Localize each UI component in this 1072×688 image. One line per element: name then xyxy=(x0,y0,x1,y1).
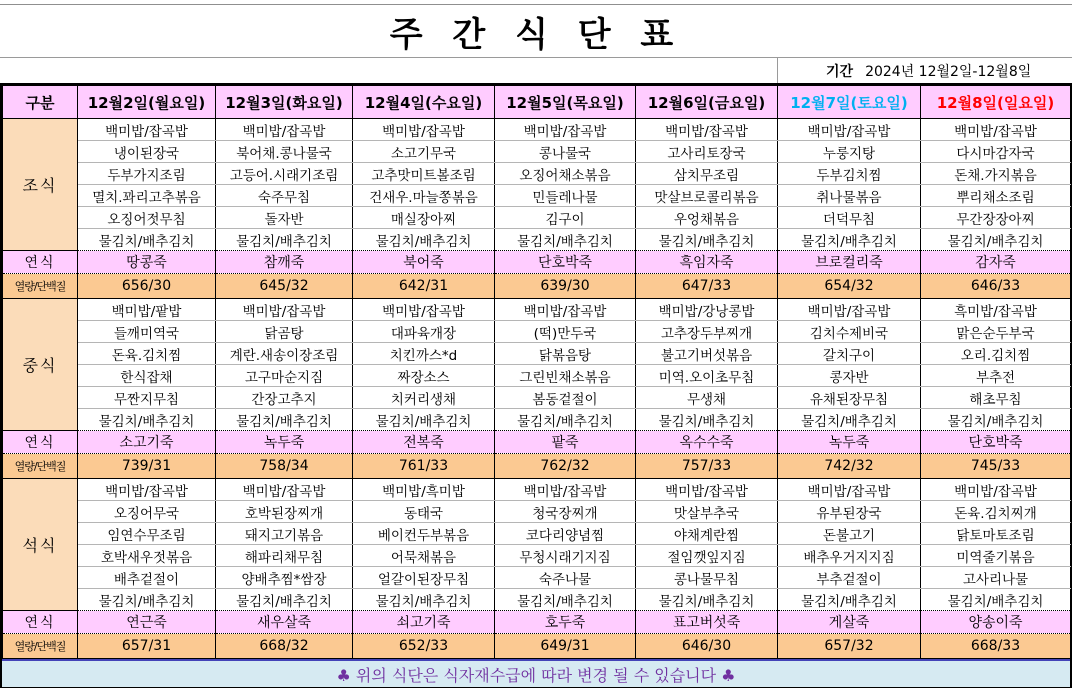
menu-item-cell: 봄동겉절이 xyxy=(495,387,636,409)
day-header-sat: 12월7일(토요일) xyxy=(778,86,921,119)
menu-item-cell: 고구마순지짐 xyxy=(216,365,353,387)
menu-item-cell: 뿌리채소조림 xyxy=(921,185,1071,207)
menu-item-cell: 숙주나물 xyxy=(495,567,636,589)
menu-item-cell: 물김치/배추김치 xyxy=(353,589,495,611)
menu-item-cell: 물김치/배추김치 xyxy=(78,589,216,611)
menu-item-cell: 물김치/배추김치 xyxy=(216,229,353,251)
menu-item-cell: 숙주무침 xyxy=(216,185,353,207)
menu-item-cell: 무짠지무침 xyxy=(78,387,216,409)
nutrition-cell: 647/33 xyxy=(636,274,778,299)
nutrition-label: 열량/단백질 xyxy=(3,274,78,299)
menu-item-cell: 백미밥/잡곡밥 xyxy=(921,119,1071,141)
soft-meal-cell: 양송이죽 xyxy=(921,611,1071,634)
soft-meal-cell: 녹두죽 xyxy=(216,431,353,454)
section-dinner xyxy=(3,479,1071,659)
menu-row xyxy=(3,479,1071,501)
menu-row xyxy=(3,501,1071,523)
menu-row xyxy=(3,119,1071,141)
soft-meal-cell: 흑임자죽 xyxy=(636,251,778,274)
category-header: 구분 xyxy=(3,86,78,119)
menu-item-cell: 대파육개장 xyxy=(353,321,495,343)
menu-item-cell: 김구이 xyxy=(495,207,636,229)
nutrition-cell: 639/30 xyxy=(495,274,636,299)
soft-meal-cell: 새우살죽 xyxy=(216,611,353,634)
menu-item-cell: 물김치/배추김치 xyxy=(495,589,636,611)
soft-meal-cell: 호두죽 xyxy=(495,611,636,634)
nutrition-row xyxy=(3,454,1071,479)
nutrition-cell: 645/32 xyxy=(216,274,353,299)
nutrition-cell: 757/33 xyxy=(636,454,778,479)
menu-item-cell: 물김치/배추김치 xyxy=(778,409,921,431)
menu-item-cell: 백미밥/잡곡밥 xyxy=(216,119,353,141)
menu-item-cell: 더덕무침 xyxy=(778,207,921,229)
nutrition-label: 열량/단백질 xyxy=(3,634,78,659)
menu-item-cell: 오리.김치찜 xyxy=(921,343,1071,365)
soft-meal-cell: 단호박죽 xyxy=(921,431,1071,454)
menu-item-cell: 백미밥/팥밥 xyxy=(78,299,216,321)
menu-table xyxy=(2,85,1071,659)
page-title: 주 간 식 단 표 xyxy=(389,14,683,55)
menu-item-cell: 야채계란찜 xyxy=(636,523,778,545)
menu-item-cell: 백미밥/잡곡밥 xyxy=(636,119,778,141)
menu-item-cell: 무청시래기지짐 xyxy=(495,545,636,567)
menu-item-cell: 동태국 xyxy=(353,501,495,523)
menu-row xyxy=(3,343,1071,365)
menu-item-cell: 두부김치찜 xyxy=(778,163,921,185)
menu-item-cell: 오징어채소볶음 xyxy=(495,163,636,185)
soft-meal-row xyxy=(3,251,1071,274)
menu-item-cell: 임연수무조림 xyxy=(78,523,216,545)
menu-item-cell: 물김치/배추김치 xyxy=(216,589,353,611)
nutrition-cell: 656/30 xyxy=(78,274,216,299)
menu-item-cell: 무생채 xyxy=(636,387,778,409)
nutrition-cell: 657/32 xyxy=(778,634,921,659)
menu-item-cell: 콩자반 xyxy=(778,365,921,387)
menu-row xyxy=(3,321,1071,343)
menu-item-cell: 북어채.콩나물국 xyxy=(216,141,353,163)
nutrition-cell: 654/32 xyxy=(778,274,921,299)
menu-item-cell: 백미밥/잡곡밥 xyxy=(78,119,216,141)
menu-item-cell: 백미밥/잡곡밥 xyxy=(495,299,636,321)
menu-row xyxy=(3,229,1071,251)
menu-item-cell: 배추우거지지짐 xyxy=(778,545,921,567)
menu-item-cell: 물김치/배추김치 xyxy=(636,589,778,611)
menu-item-cell: 백미밥/잡곡밥 xyxy=(778,119,921,141)
soft-meal-label: 연식 xyxy=(3,611,78,634)
menu-item-cell: 매실장아찌 xyxy=(353,207,495,229)
menu-item-cell: 부추겉절이 xyxy=(778,567,921,589)
soft-meal-cell: 참깨죽 xyxy=(216,251,353,274)
menu-item-cell: 백미밥/잡곡밥 xyxy=(495,119,636,141)
nutrition-label: 열량/단백질 xyxy=(3,454,78,479)
soft-meal-label: 연식 xyxy=(3,431,78,454)
menu-item-cell: 물김치/배추김치 xyxy=(495,409,636,431)
menu-item-cell: 백미밥/잡곡밥 xyxy=(216,479,353,501)
menu-item-cell: 물김치/배추김치 xyxy=(778,229,921,251)
menu-item-cell: 코다리양념찜 xyxy=(495,523,636,545)
nutrition-cell: 642/31 xyxy=(353,274,495,299)
menu-item-cell: 유부된장국 xyxy=(778,501,921,523)
day-header-sun: 12월8일(일요일) xyxy=(921,86,1071,119)
menu-item-cell: 부추전 xyxy=(921,365,1071,387)
menu-item-cell: 누룽지탕 xyxy=(778,141,921,163)
menu-item-cell: 물김치/배추김치 xyxy=(921,229,1071,251)
menu-item-cell: 베이컨두부볶음 xyxy=(353,523,495,545)
menu-item-cell: 맑은순두부국 xyxy=(921,321,1071,343)
menu-item-cell: 미역.오이초무침 xyxy=(636,365,778,387)
nutrition-cell: 762/32 xyxy=(495,454,636,479)
menu-item-cell: 유채된장무침 xyxy=(778,387,921,409)
section-label-breakfast: 조식 xyxy=(3,119,78,251)
soft-meal-cell: 북어죽 xyxy=(353,251,495,274)
menu-item-cell: 백미밥/잡곡밥 xyxy=(921,479,1071,501)
menu-item-cell: 백미밥/잡곡밥 xyxy=(636,479,778,501)
nutrition-cell: 745/33 xyxy=(921,454,1071,479)
menu-item-cell: 계란.새송이장조림 xyxy=(216,343,353,365)
menu-item-cell: 무간장장아찌 xyxy=(921,207,1071,229)
menu-item-cell: (떡)만두국 xyxy=(495,321,636,343)
menu-item-cell: 백미밥/잡곡밥 xyxy=(353,119,495,141)
menu-item-cell: 오징어젓무침 xyxy=(78,207,216,229)
menu-item-cell: 절임깻잎지짐 xyxy=(636,545,778,567)
menu-item-cell: 치커리생채 xyxy=(353,387,495,409)
soft-meal-cell: 감자죽 xyxy=(921,251,1071,274)
menu-item-cell: 돈불고기 xyxy=(778,523,921,545)
period-value: 2024년 12월2일-12월8일 xyxy=(865,63,1032,80)
menu-item-cell: 소고기무국 xyxy=(353,141,495,163)
nutrition-cell: 668/33 xyxy=(921,634,1071,659)
soft-meal-cell: 팥죽 xyxy=(495,431,636,454)
menu-item-cell: 우엉채볶음 xyxy=(636,207,778,229)
soft-meal-cell: 옥수수죽 xyxy=(636,431,778,454)
menu-item-cell: 물김치/배추김치 xyxy=(636,409,778,431)
period-label: 기간 xyxy=(826,63,854,80)
menu-item-cell: 양배추찜*쌈장 xyxy=(216,567,353,589)
menu-item-cell: 건새우.마늘쫑볶음 xyxy=(353,185,495,207)
menu-item-cell: 짜장소스 xyxy=(353,365,495,387)
menu-item-cell: 치킨까스*d xyxy=(353,343,495,365)
menu-row xyxy=(3,545,1071,567)
nutrition-row xyxy=(3,634,1071,659)
menu-item-cell: 갈치구이 xyxy=(778,343,921,365)
menu-item-cell: 들깨미역국 xyxy=(78,321,216,343)
menu-item-cell: 백미밥/흑미밥 xyxy=(353,479,495,501)
soft-meal-label: 연식 xyxy=(3,251,78,274)
menu-item-cell: 물김치/배추김치 xyxy=(78,409,216,431)
menu-item-cell: 김치수제비국 xyxy=(778,321,921,343)
soft-meal-cell: 녹두죽 xyxy=(778,431,921,454)
menu-item-cell: 삼치무조림 xyxy=(636,163,778,185)
period-box xyxy=(777,58,1072,83)
menu-item-cell: 간장고추지 xyxy=(216,387,353,409)
menu-item-cell: 돈육.김치찜 xyxy=(78,343,216,365)
soft-meal-row xyxy=(3,431,1071,454)
menu-item-cell: 고사리나물 xyxy=(921,567,1071,589)
menu-item-cell: 물김치/배추김치 xyxy=(778,589,921,611)
day-header-fri: 12월6일(금요일) xyxy=(636,86,778,119)
day-header-wed: 12월4일(수요일) xyxy=(353,86,495,119)
period-row xyxy=(0,57,1072,83)
soft-meal-cell: 땅콩죽 xyxy=(78,251,216,274)
soft-meal-cell: 쇠고기죽 xyxy=(353,611,495,634)
menu-item-cell: 물김치/배추김치 xyxy=(921,589,1071,611)
menu-item-cell: 물김치/배추김치 xyxy=(495,229,636,251)
menu-row xyxy=(3,589,1071,611)
soft-meal-cell: 게살죽 xyxy=(778,611,921,634)
menu-item-cell: 닭곰탕 xyxy=(216,321,353,343)
menu-item-cell: 고등어.시래기조림 xyxy=(216,163,353,185)
nutrition-cell: 652/33 xyxy=(353,634,495,659)
menu-table-container xyxy=(0,83,1072,688)
menu-item-cell: 돈채.가지볶음 xyxy=(921,163,1071,185)
menu-row xyxy=(3,409,1071,431)
nutrition-cell: 668/32 xyxy=(216,634,353,659)
menu-item-cell: 얼갈이된장무침 xyxy=(353,567,495,589)
menu-item-cell: 두부가지조림 xyxy=(78,163,216,185)
menu-item-cell: 멸치.꽈리고추볶음 xyxy=(78,185,216,207)
menu-item-cell: 고추맛미트볼조림 xyxy=(353,163,495,185)
nutrition-row xyxy=(3,274,1071,299)
soft-meal-cell: 표고버섯죽 xyxy=(636,611,778,634)
nutrition-cell: 649/31 xyxy=(495,634,636,659)
soft-meal-cell: 브로컬리죽 xyxy=(778,251,921,274)
menu-item-cell: 백미밥/잡곡밥 xyxy=(353,299,495,321)
menu-row xyxy=(3,567,1071,589)
menu-item-cell: 한식잡채 xyxy=(78,365,216,387)
nutrition-cell: 739/31 xyxy=(78,454,216,479)
menu-item-cell: 맛살브로콜리볶음 xyxy=(636,185,778,207)
menu-item-cell: 콩나물무침 xyxy=(636,567,778,589)
menu-row xyxy=(3,163,1071,185)
menu-row xyxy=(3,299,1071,321)
menu-item-cell: 물김치/배추김치 xyxy=(921,409,1071,431)
menu-item-cell: 어묵채볶음 xyxy=(353,545,495,567)
menu-item-cell: 청국장찌개 xyxy=(495,501,636,523)
title-row xyxy=(0,5,1072,57)
section-label-lunch: 중식 xyxy=(3,299,78,431)
menu-item-cell: 호박된장찌개 xyxy=(216,501,353,523)
menu-item-cell: 백미밥/잡곡밥 xyxy=(778,479,921,501)
footer-notice xyxy=(2,659,1070,687)
menu-item-cell: 닭볶음탕 xyxy=(495,343,636,365)
soft-meal-cell: 전복죽 xyxy=(353,431,495,454)
menu-item-cell: 돼지고기볶음 xyxy=(216,523,353,545)
menu-item-cell: 물김치/배추김치 xyxy=(353,229,495,251)
nutrition-cell: 758/34 xyxy=(216,454,353,479)
soft-meal-row xyxy=(3,611,1071,634)
menu-item-cell: 백미밥/잡곡밥 xyxy=(216,299,353,321)
menu-item-cell: 배추겉절이 xyxy=(78,567,216,589)
menu-item-cell: 다시마감자국 xyxy=(921,141,1071,163)
section-lunch xyxy=(3,299,1071,479)
menu-item-cell: 맛살부추국 xyxy=(636,501,778,523)
day-header-tue: 12월3일(화요일) xyxy=(216,86,353,119)
nutrition-cell: 742/32 xyxy=(778,454,921,479)
menu-item-cell: 콩나물국 xyxy=(495,141,636,163)
menu-row xyxy=(3,185,1071,207)
menu-row xyxy=(3,141,1071,163)
section-breakfast xyxy=(3,119,1071,299)
menu-item-cell: 물김치/배추김치 xyxy=(216,409,353,431)
nutrition-cell: 646/33 xyxy=(921,274,1071,299)
menu-item-cell: 해초무침 xyxy=(921,387,1071,409)
menu-item-cell: 미역줄기볶음 xyxy=(921,545,1071,567)
menu-item-cell: 물김치/배추김치 xyxy=(636,229,778,251)
menu-item-cell: 고추장두부찌개 xyxy=(636,321,778,343)
menu-row xyxy=(3,523,1071,545)
menu-item-cell: 백미밥/잡곡밥 xyxy=(78,479,216,501)
menu-item-cell: 민들레나물 xyxy=(495,185,636,207)
menu-item-cell: 닭토마토조림 xyxy=(921,523,1071,545)
header-row xyxy=(3,86,1071,119)
nutrition-cell: 761/33 xyxy=(353,454,495,479)
menu-item-cell: 냉이된장국 xyxy=(78,141,216,163)
menu-item-cell: 해파리채무침 xyxy=(216,545,353,567)
menu-item-cell: 그린빈채소볶음 xyxy=(495,365,636,387)
menu-item-cell: 취나물볶음 xyxy=(778,185,921,207)
soft-meal-cell: 단호박죽 xyxy=(495,251,636,274)
menu-item-cell: 불고기버섯볶음 xyxy=(636,343,778,365)
menu-row xyxy=(3,207,1071,229)
soft-meal-cell: 연근죽 xyxy=(78,611,216,634)
menu-item-cell: 돈육.김치찌개 xyxy=(921,501,1071,523)
soft-meal-cell: 소고기죽 xyxy=(78,431,216,454)
menu-item-cell: 흑미밥/잡곡밥 xyxy=(921,299,1071,321)
menu-item-cell: 백미밥/잡곡밥 xyxy=(778,299,921,321)
section-label-dinner: 석식 xyxy=(3,479,78,611)
menu-row xyxy=(3,365,1071,387)
menu-item-cell: 백미밥/잡곡밥 xyxy=(495,479,636,501)
menu-item-cell: 백미밥/강낭콩밥 xyxy=(636,299,778,321)
menu-item-cell: 오징어무국 xyxy=(78,501,216,523)
day-header-mon: 12월2일(월요일) xyxy=(78,86,216,119)
menu-item-cell: 호박새우젓볶음 xyxy=(78,545,216,567)
nutrition-cell: 657/31 xyxy=(78,634,216,659)
day-header-thu: 12월5일(목요일) xyxy=(495,86,636,119)
menu-item-cell: 물김치/배추김치 xyxy=(353,409,495,431)
menu-item-cell: 물김치/배추김치 xyxy=(78,229,216,251)
menu-row xyxy=(3,387,1071,409)
nutrition-cell: 646/30 xyxy=(636,634,778,659)
menu-item-cell: 돌자반 xyxy=(216,207,353,229)
footer-notice-text: ♣ 위의 식단은 식자재수급에 따라 변경 될 수 있습니다 ♣ xyxy=(336,665,736,685)
menu-item-cell: 고사리토장국 xyxy=(636,141,778,163)
